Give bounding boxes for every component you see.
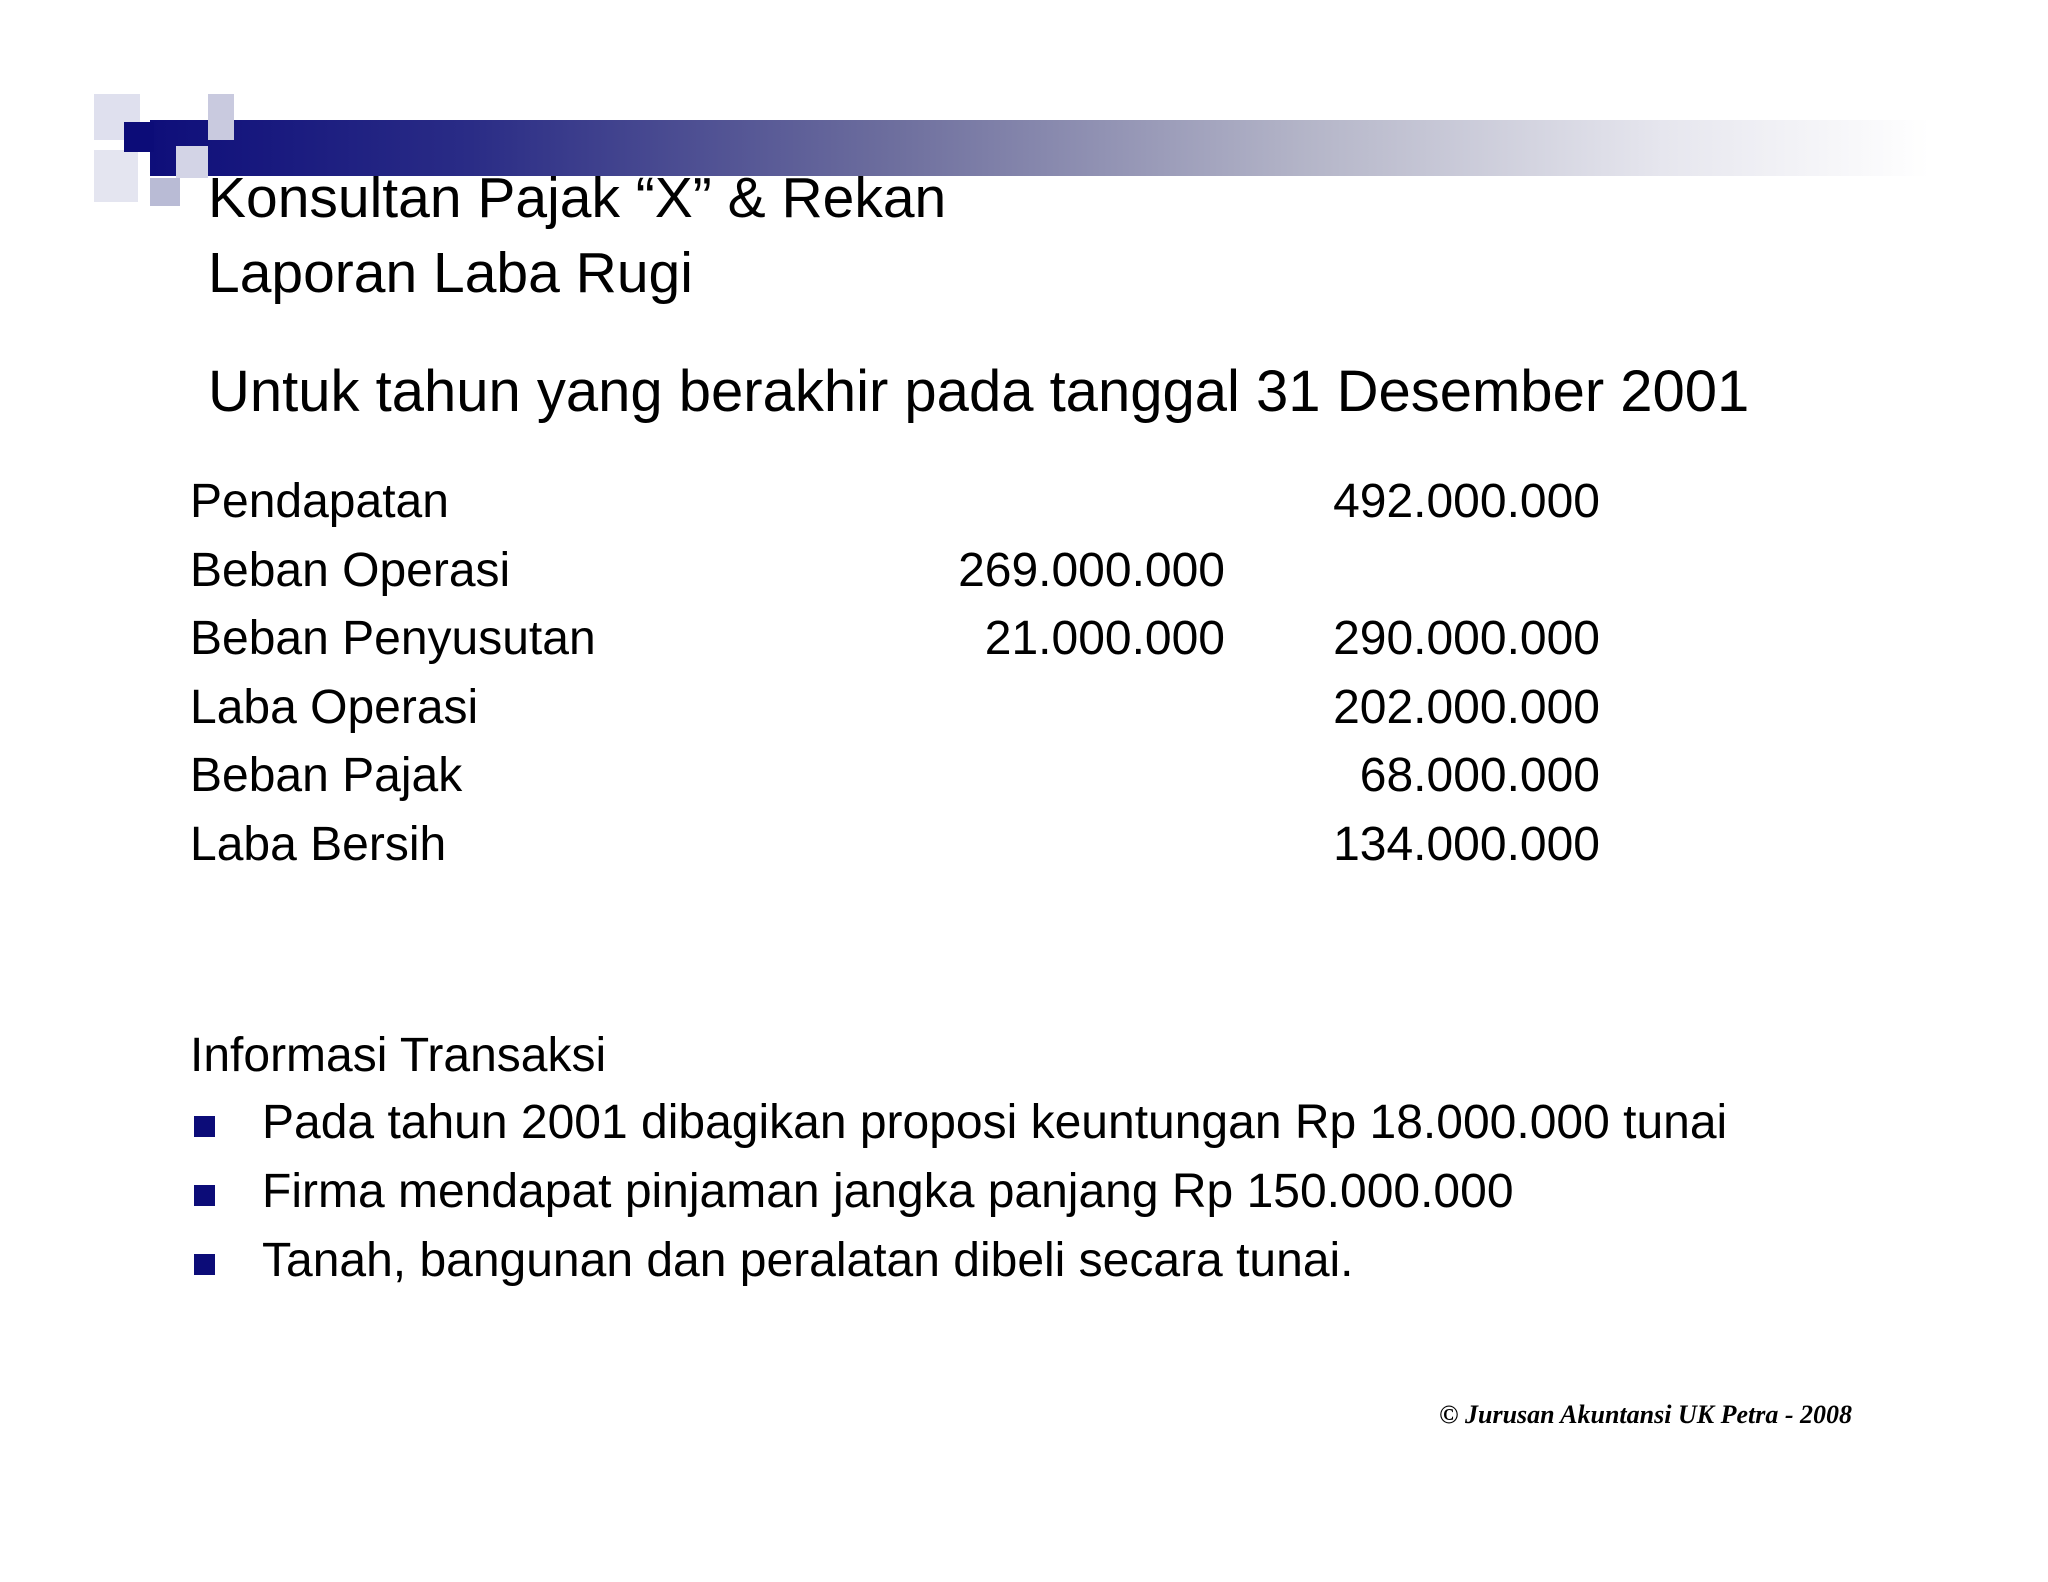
statement-value-col1: 21.000.000 — [984, 612, 1225, 665]
decor-square — [94, 150, 138, 202]
statement-value-col2: 134.000.000 — [1333, 817, 1600, 871]
statement-label: Laba Bersih — [190, 817, 447, 871]
statement-row — [190, 611, 1610, 680]
square-bullet-icon — [194, 1254, 215, 1275]
statement-row — [190, 474, 1610, 543]
list-item-text: Pada tahun 2001 dibagikan proposi keuntungan Rp 18.000.000 tunai — [262, 1096, 1728, 1149]
statement-row — [190, 817, 1610, 886]
statement-label: Laba Operasi — [190, 680, 479, 734]
transaction-info-list — [190, 1096, 1790, 1303]
decor-square-accent — [124, 122, 154, 152]
statement-label: Beban Pajak — [190, 749, 463, 802]
info-heading: Informasi Transaksi — [190, 1029, 607, 1082]
square-bullet-icon — [194, 1116, 215, 1137]
list-item-text: Tanah, bangunan dan peralatan dibeli secara tunai. — [262, 1234, 1354, 1287]
decor-square — [176, 146, 208, 178]
statement-value-col2: 290.000.000 — [1333, 612, 1600, 665]
list-item-text: Firma mendapat pinjaman jangka panjang Rp 150.000.000 — [262, 1165, 1514, 1218]
decor-square — [150, 178, 180, 206]
decor-square — [208, 94, 234, 140]
statement-value-col2: 68.000.000 — [1359, 749, 1600, 802]
statement-value-col2: 202.000.000 — [1333, 680, 1600, 734]
income-statement — [190, 474, 1610, 885]
footer-copyright: © Jurusan Akuntansi UK Petra - 2008 — [1439, 1400, 1852, 1429]
statement-label: Beban Operasi — [190, 543, 511, 597]
page-title-line1: Konsultan Pajak “X” & Rekan — [208, 166, 947, 230]
list-item — [190, 1234, 1790, 1288]
page-title-line2: Laporan Laba Rugi — [208, 241, 693, 305]
statement-label: Pendapatan — [190, 475, 449, 528]
statement-value-col2: 492.000.000 — [1333, 475, 1600, 528]
square-bullet-icon — [194, 1185, 215, 1206]
statement-value-col1: 269.000.000 — [958, 543, 1225, 597]
statement-row — [190, 748, 1610, 817]
list-item — [190, 1096, 1790, 1150]
statement-label: Beban Penyusutan — [190, 612, 596, 665]
statement-row — [190, 680, 1610, 749]
statement-row — [190, 543, 1610, 612]
page-subtitle: Untuk tahun yang berakhir pada tanggal 31 Desember 2001 — [208, 359, 1750, 424]
list-item — [190, 1165, 1790, 1219]
